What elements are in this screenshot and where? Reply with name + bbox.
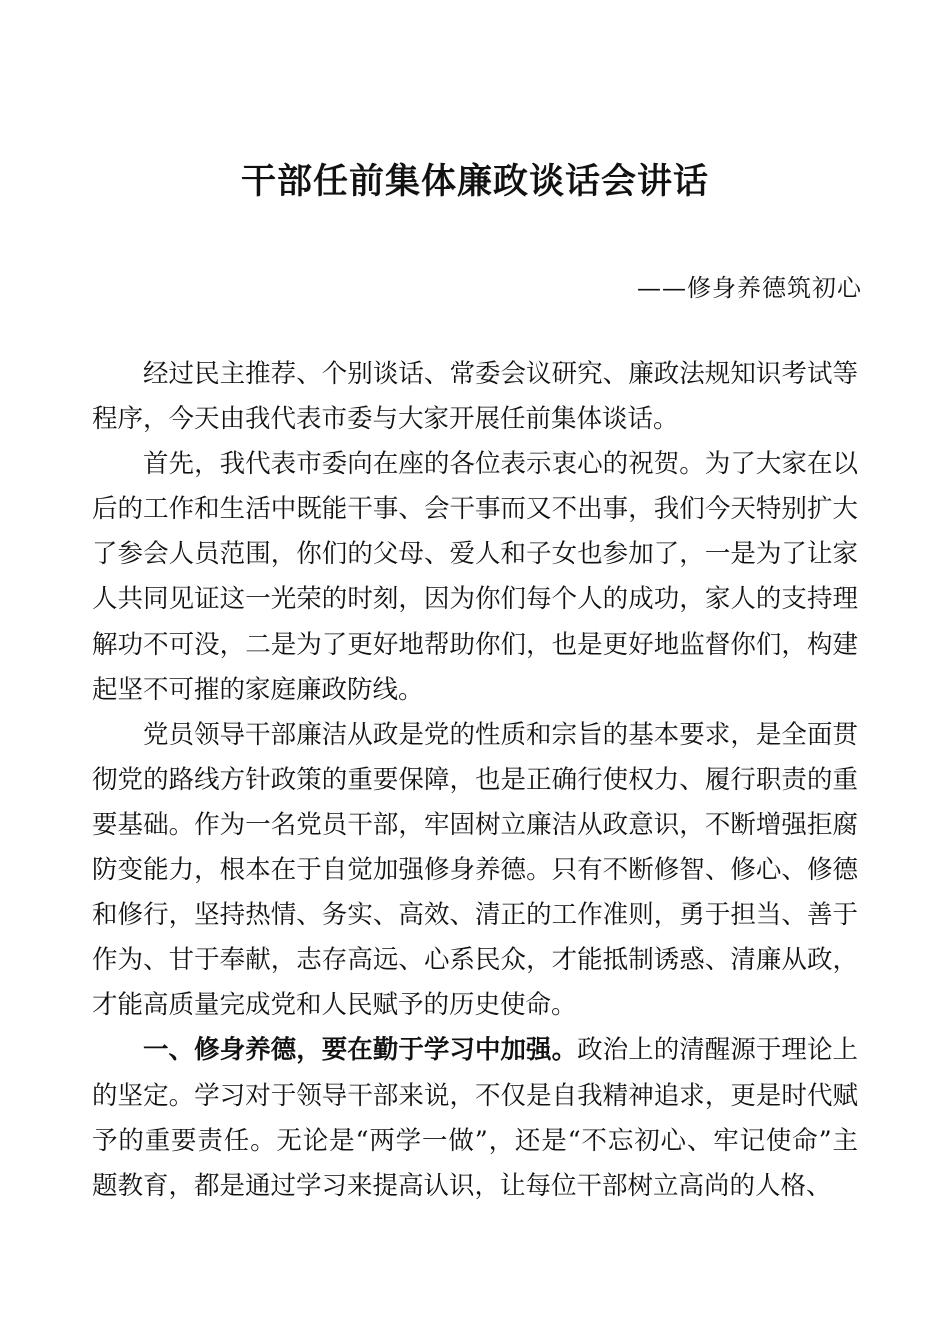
section-heading-1: 一、修身养德，要在勤于学习中加强。 xyxy=(143,1035,578,1066)
paragraph-3-text: 党员领导干部廉洁从政是党的性质和宗旨的基本要求，是全面贯彻党的路线方针政策的重要保障，也是正确行使权力、履行职责的重要基础。作为一名党员干部，牢固树立廉洁从政意识，不断增强拒腐防变能力，根本在于自觉加强修身养德。只有不断修智、修心、修德和修行，坚持热情、务实、高效、清正的工作准则，勇于担当、善于作为、甘于奉献，志存高远、心系民众，才能抵制诱惑、清廉从政，才能高质量完成党和人民赋予的历史使命。 xyxy=(92,719,858,1021)
paragraph-3 xyxy=(92,713,858,1029)
paragraph-1 xyxy=(92,352,858,442)
paragraph-2 xyxy=(92,442,858,713)
paragraph-4-text: 政治上的清醒源于理论上的坚定。学习对于领导干部来说，不仅是自我精神追求，更是时代赋予的重要责任。无论是“两学一做”，还是“不忘初心、牢记使命”主题教育，都是通过学习来提高认识，让每位干部树立高尚的人格、 xyxy=(92,1035,858,1201)
document-title: 干部任前集体廉政谈话会讲话 xyxy=(240,161,709,202)
paragraph-4 xyxy=(92,1028,858,1208)
paragraph-1-text: 经过民主推荐、个别谈话、常委会议研究、廉政法规知识考试等程序，今天由我代表市委与大家开展任前集体谈话。 xyxy=(92,359,858,435)
paragraph-2-text: 首先，我代表市委向在座的各位表示衷心的祝贺。为了大家在以后的工作和生活中既能干事、会干事而又不出事，我们今天特别扩大了参会人员范围，你们的父母、爱人和子女也参加了，一是为了让家人共同见证这一光荣的时刻，因为你们每个人的成功，家人的支持理解功不可没，二是为了更好地帮助你们，也是更好地监督你们，构建起坚不可摧的家庭廉政防线。 xyxy=(92,449,858,705)
document-body xyxy=(92,352,858,1209)
document-subtitle: ——修身养德筑初心 xyxy=(637,274,862,302)
